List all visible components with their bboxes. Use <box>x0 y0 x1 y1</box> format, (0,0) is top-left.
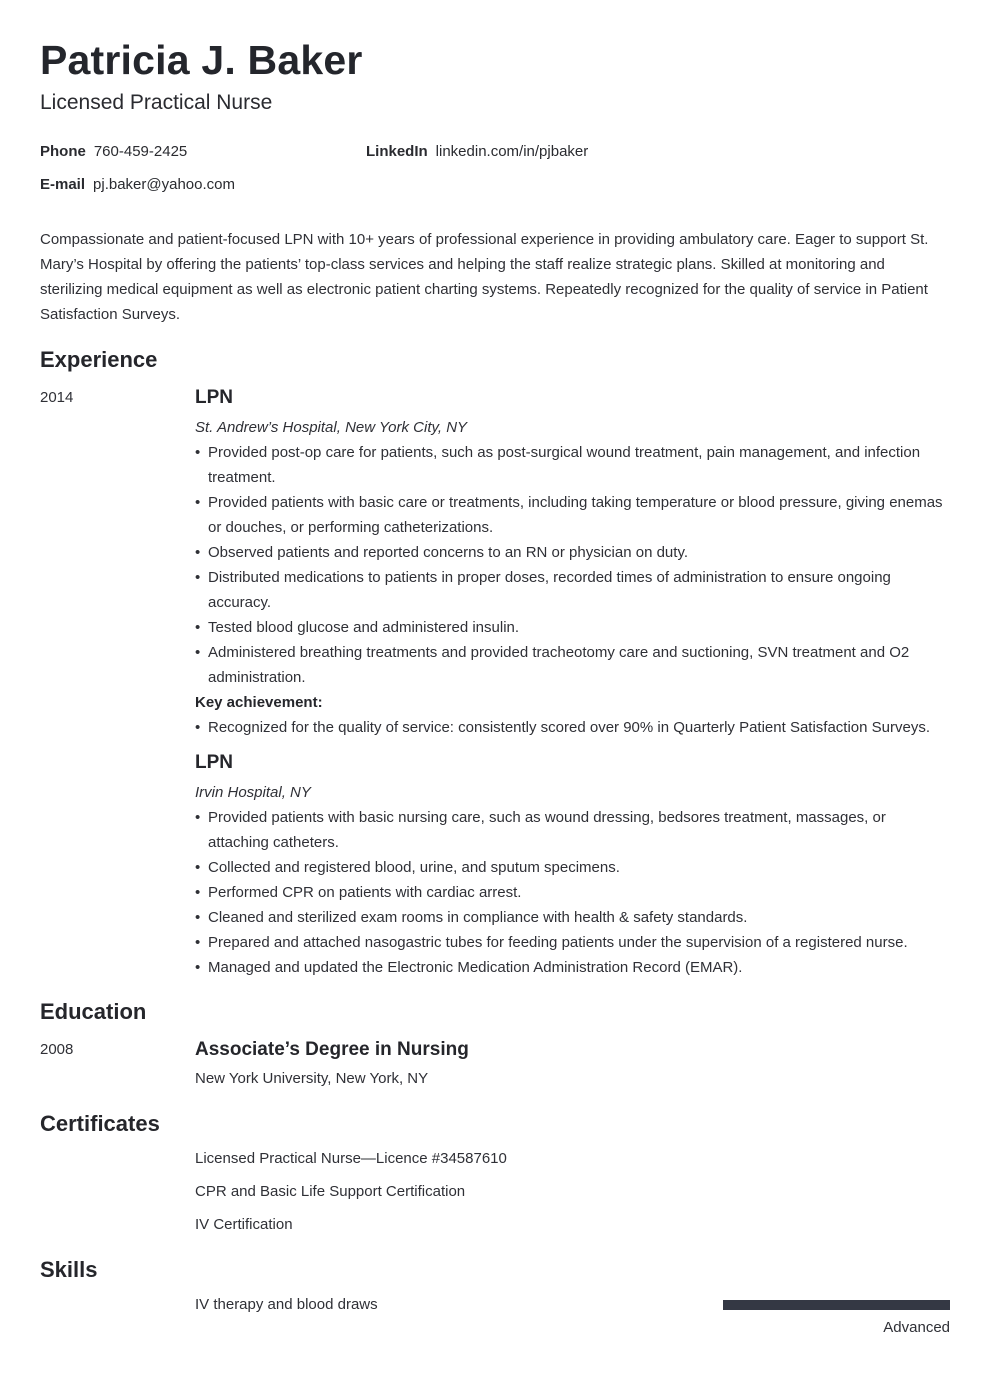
email-value: pj.baker@yahoo.com <box>93 176 235 193</box>
certificate-item: CPR and Basic Life Support Certification <box>195 1183 466 1200</box>
duty-item: • Provided patients with basic nursing care, such as wound dressing, bedsores treatment, massages, or attaching catheters. <box>195 805 950 855</box>
job-title-header: Licensed Practical Nurse <box>40 91 273 114</box>
duty-item: • Provided patients with basic care or treatments, including taking temperature or blood pressure, giving enemas or douches, or performing catheterizations. <box>195 490 950 540</box>
achievement-item: • Recognized for the quality of service: consistently scored over 90% in Quarterly Patient Satisfaction Surveys. <box>195 715 950 740</box>
skills-heading: Skills <box>40 1257 98 1282</box>
education-school: New York University, New York, NY <box>195 1070 429 1087</box>
duty-item: • Provided post-op care for patients, such as post-surgical wound treatment, pain management, and infection treatment. <box>195 440 950 490</box>
job-employer: Irvin Hospital, NY <box>195 784 311 801</box>
linkedin-value: linkedin.com/in/pjbaker <box>435 143 589 160</box>
phone-label: Phone <box>40 143 86 160</box>
skill-name: IV therapy and blood draws <box>195 1296 378 1313</box>
experience-heading: Experience <box>40 347 158 372</box>
job-entry <box>195 751 950 980</box>
duty-item: • Distributed medications to patients in proper doses, recorded times of administration to ensure ongoing accuracy. <box>195 565 950 615</box>
linkedin-label: LinkedIn <box>366 143 428 160</box>
job-entry <box>195 386 950 740</box>
education-entry <box>195 1038 950 1091</box>
duty-item: • Tested blood glucose and administered insulin. <box>195 615 950 640</box>
contact-linkedin <box>366 143 588 160</box>
key-achievement-label: Key achievement: <box>195 694 323 711</box>
job-title: LPN <box>195 387 233 408</box>
duty-item: • Cleaned and sterilized exam rooms in compliance with health & safety standards. <box>195 905 950 930</box>
skill-level-fill <box>723 1300 950 1310</box>
duty-item: • Collected and registered blood, urine, and sputum specimens. <box>195 855 950 880</box>
candidate-name: Patricia J. Baker <box>40 37 363 83</box>
skill-level-label: Advanced <box>883 1319 950 1336</box>
skill-level-bar <box>723 1300 950 1310</box>
duty-item: • Prepared and attached nasogastric tubes for feeding patients under the supervision of a registered nurse. <box>195 930 950 955</box>
education-degree: Associate’s Degree in Nursing <box>195 1039 469 1060</box>
contact-email <box>40 176 235 193</box>
certificate-item: Licensed Practical Nurse—Licence #34587610 <box>195 1150 507 1167</box>
duty-item: • Observed patients and reported concerns to an RN or physician on duty. <box>195 540 950 565</box>
contact-phone <box>40 143 187 160</box>
job-duties-list <box>195 440 950 690</box>
certificate-item: IV Certification <box>195 1216 293 1233</box>
duty-item: • Administered breathing treatments and provided tracheotomy care and suctioning, SVN treatment and O2 administration. <box>195 640 950 690</box>
job-title: LPN <box>195 752 233 773</box>
duty-item: • Managed and updated the Electronic Medication Administration Record (EMAR). <box>195 955 950 980</box>
duty-item: • Performed CPR on patients with cardiac arrest. <box>195 880 950 905</box>
certificates-heading: Certificates <box>40 1111 160 1136</box>
experience-year: 2014 <box>40 389 74 406</box>
job-duties-list <box>195 805 950 980</box>
education-heading: Education <box>40 999 147 1024</box>
job-employer: St. Andrew’s Hospital, New York City, NY <box>195 419 468 436</box>
experience-entries <box>195 386 950 980</box>
email-label: E-mail <box>40 176 86 193</box>
education-year: 2008 <box>40 1041 74 1058</box>
profile-summary: Compassionate and patient-focused LPN with 10+ years of professional experience in providing ambulatory care. Eager to support St. Mary’s Hospital by offering the patients’ top-class services and helping the staff realize strategic plans. Skilled at monitoring and sterilizing medical equipment as well as electronic patient charting systems. Repeatedly recognized for the quality of service in Patient Satisfaction Surveys. <box>40 231 929 323</box>
phone-value: 760-459-2425 <box>93 143 188 160</box>
key-achievement-list <box>195 715 950 740</box>
